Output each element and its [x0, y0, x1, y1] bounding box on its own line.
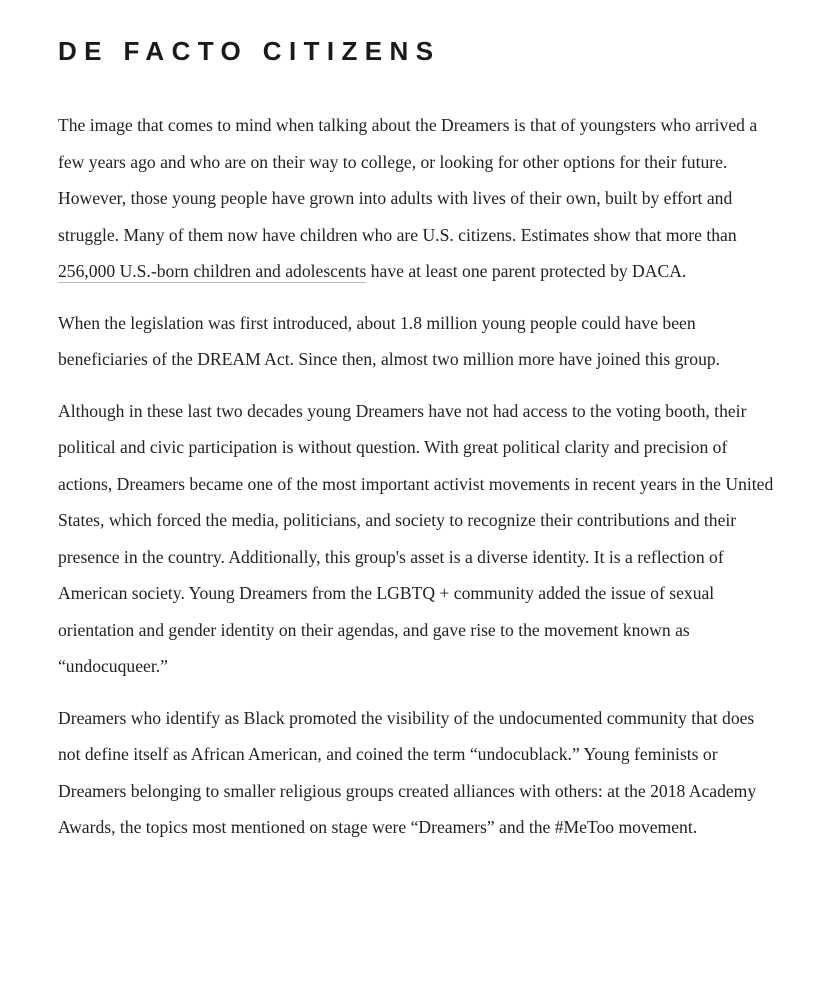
article-body [58, 107, 774, 861]
paragraph-2: When the legislation was first introduced, about 1.8 million young people could have been beneficiaries of the DREAM Act. Since then, almost two million more have joined this group. [58, 312, 721, 369]
paragraph-4: Dreamers who identify as Black promoted the visibility of the undocumented community that does not define itself as African American, and coined the term “undocublack.” Young feminists or Dreamers belonging to smaller religious groups created alliances with others: at the 2018 Academy Awards, the topics most mentioned on stage were “Dreamers” and the #MeToo movement. [58, 707, 757, 837]
section-title: DE FACTO CITIZENS [58, 36, 441, 66]
children-statistic-link[interactable]: 256,000 U.S.-born children and adolescents [58, 261, 367, 281]
paragraph-1-text-after: have at least one parent protected by DACA. [366, 261, 687, 281]
paragraph-3: Although in these last two decades young Dreamers have not had access to the voting booth, their political and civic participation is without question. With great political clarity and precision of actions, Dreamers became one of the most important activist movements in recent years in the United States, which forced the media, politicians, and society to recognize their contributions and their presence in the country. Additionally, this group's asset is a diverse identity. It is a reflection of American society. Young Dreamers from the LGBTQ + community added the issue of sexual orientation and gender identity on their agendas, and gave rise to the movement known as “undocuqueer.” [58, 400, 774, 676]
paragraph-1 [58, 107, 774, 290]
paragraph-1-text-before: The image that comes to mind when talking about the Dreamers is that of youngsters who arrived a few years ago and who are on their way to college, or looking for other options for their future. However, those young people have grown into adults with lives of their own, built by effort and struggle. Many of them now have children who are U.S. citizens. Estimates show that more than [58, 115, 758, 245]
